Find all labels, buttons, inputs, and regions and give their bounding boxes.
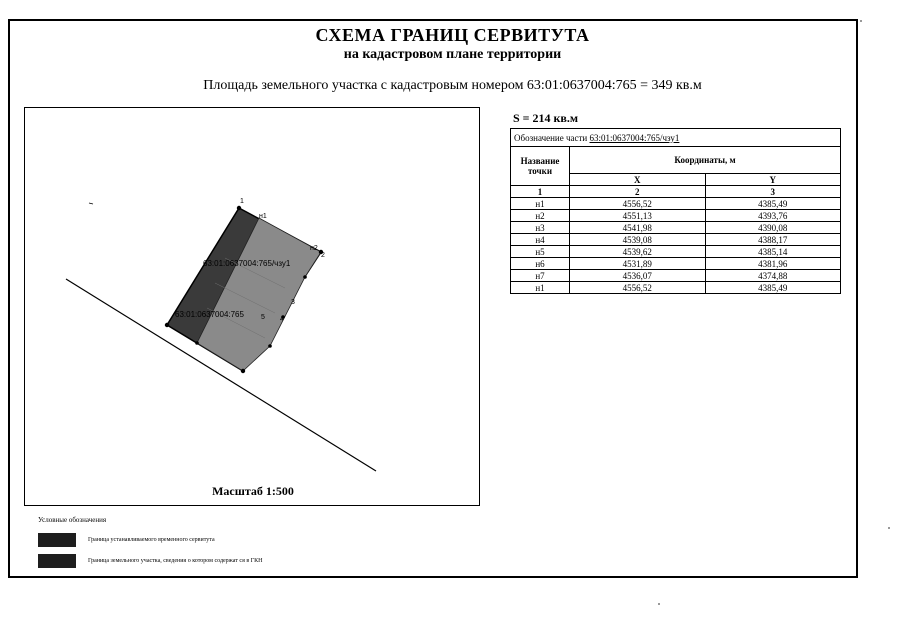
- point-label-n2: н2: [310, 245, 318, 252]
- point-label-3: 3: [291, 299, 295, 306]
- cell-name: н7: [511, 270, 570, 282]
- area-statement: Площадь земельного участка с кадастровым номером 63:01:0637004:765 = 349 кв.м: [203, 78, 702, 93]
- cell-y: 4374,88: [705, 270, 841, 282]
- legend-swatch-parcel: [38, 554, 76, 568]
- col-header-name: Название точки: [511, 147, 570, 186]
- area-s-label: S = 214 кв.м: [513, 111, 579, 125]
- scan-speck: [860, 20, 862, 22]
- col-header-coords: Координаты, м: [570, 147, 841, 174]
- parcel-label-top: 63:01:0637004:765/чзу1: [203, 259, 291, 268]
- legend-item-servitude: [38, 533, 215, 547]
- cell-y: 4385,14: [705, 246, 841, 258]
- cell-y: 4390,08: [705, 222, 841, 234]
- scan-speck: [658, 603, 660, 605]
- point-label-4: 4: [280, 316, 284, 323]
- cell-x: 4539,62: [570, 246, 706, 258]
- part-designation-row: [511, 129, 841, 147]
- table-row: [511, 198, 841, 210]
- map-scale: Масштаб 1:500: [212, 484, 294, 498]
- point-label-1: 1: [240, 198, 244, 205]
- legend-swatch-servitude: [38, 533, 76, 547]
- legend-label-parcel: Граница земельного участка, сведения о котором содержат ся в ГКН: [88, 558, 263, 564]
- cell-y: 4385,49: [705, 198, 841, 210]
- cell-x: 4531,89: [570, 258, 706, 270]
- col-num-2: 2: [570, 186, 706, 198]
- col-header-x: X: [570, 174, 706, 186]
- cell-y: 4393,76: [705, 210, 841, 222]
- cell-y: 4385,49: [705, 282, 841, 294]
- cell-y: 4381,96: [705, 258, 841, 270]
- legend-title: Условные обозначения: [38, 516, 107, 524]
- cell-x: 4539,08: [570, 234, 706, 246]
- page-subtitle: на кадастровом плане территории: [343, 47, 562, 62]
- parcel-label-mid: 63:01:0637004:765: [175, 310, 244, 319]
- point-label-n1: н1: [259, 213, 267, 220]
- cell-x: 4541,98: [570, 222, 706, 234]
- point-label-2: 2: [321, 252, 325, 259]
- page-title: СХЕМА ГРАНИЦ СЕРВИТУТА: [315, 25, 590, 45]
- cadastral-map: [24, 107, 480, 506]
- cell-y: 4388,17: [705, 234, 841, 246]
- cell-name: н6: [511, 258, 570, 270]
- legend-item-parcel: [38, 554, 263, 568]
- cell-name: н4: [511, 234, 570, 246]
- table-row: [511, 210, 841, 222]
- scan-speck: [888, 527, 890, 529]
- map-drawing: [25, 108, 481, 507]
- cell-x: 4536,07: [570, 270, 706, 282]
- cell-name: н1: [511, 198, 570, 210]
- cell-x: 4556,52: [570, 198, 706, 210]
- cell-name: н3: [511, 222, 570, 234]
- cell-name: н2: [511, 210, 570, 222]
- table-row: [511, 270, 841, 282]
- legend-label-servitude: Граница устанавливаемого временного сервитута: [88, 537, 215, 543]
- table-row: [511, 222, 841, 234]
- point-label-5: 5: [261, 314, 265, 321]
- cell-name: н5: [511, 246, 570, 258]
- cell-x: 4556,52: [570, 282, 706, 294]
- table-row: [511, 246, 841, 258]
- col-header-y: Y: [705, 174, 841, 186]
- cell-x: 4551,13: [570, 210, 706, 222]
- table-row: [511, 258, 841, 270]
- table-row: [511, 282, 841, 294]
- coordinates-table: [510, 128, 841, 294]
- col-num-3: 3: [705, 186, 841, 198]
- part-designation: Обозначение части 63:01:0637004:765/чзу1: [511, 129, 841, 147]
- cell-name: н1: [511, 282, 570, 294]
- table-row: [511, 234, 841, 246]
- col-num-1: 1: [511, 186, 570, 198]
